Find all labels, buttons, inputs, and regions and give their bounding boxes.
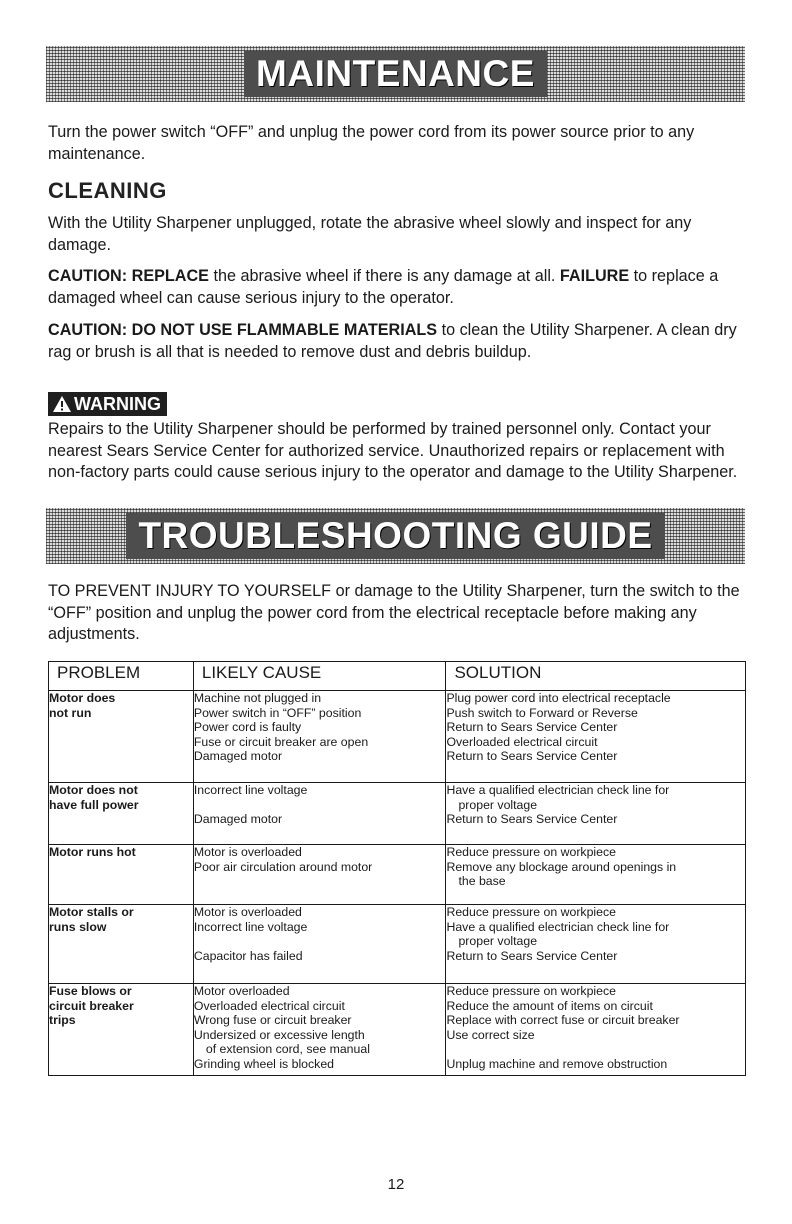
problem-cell-line: trips: [49, 1013, 76, 1028]
solution-cell-line: Reduce pressure on workpiece: [446, 984, 616, 998]
cause-cell-line: Machine not plugged in: [193, 691, 322, 705]
solution-cell-line: Overloaded electrical circuit: [446, 734, 598, 749]
maintenance-intro: Turn the power switch “OFF” and unplug the power cord from its power source prior to any maintenance.: [48, 123, 695, 163]
cleaning-heading: CLEANING: [48, 178, 167, 203]
solution-cell: [446, 783, 746, 845]
solution-cell-line: Use correct size: [446, 1027, 535, 1042]
cause-cell-line: Damaged motor: [193, 812, 283, 827]
cause-cell: [193, 905, 446, 984]
warning-triangle-icon: [52, 395, 72, 413]
table-header-row: [49, 662, 746, 691]
caution-flammable-text: to clean the Utility Sharpener. A clean dry rag or brush is all that is needed to remove dust and debris buildup.: [48, 321, 737, 361]
table-row: [49, 783, 746, 845]
solution-cell-line: Reduce pressure on workpiece: [446, 845, 616, 859]
header-problem: PROBLEM: [49, 662, 194, 691]
caution-replace-text-b: to replace a damaged wheel can cause serious injury to the operator.: [48, 267, 719, 307]
cause-cell: [193, 845, 446, 905]
warning-badge: [48, 392, 167, 416]
problem-cell-line: Fuse blows or: [49, 984, 132, 998]
cause-cell-line: Poor air circulation around motor: [193, 859, 373, 874]
solution-cell-line: Reduce pressure on workpiece: [446, 905, 616, 919]
cause-cell-line: [194, 798, 446, 813]
solution-cell-line: the base: [458, 874, 506, 889]
cause-cell-line: Motor is overloaded: [193, 905, 302, 919]
problem-cell: [49, 905, 194, 984]
solution-cell-line: Return to Sears Service Center: [446, 749, 618, 764]
cause-cell-line: Wrong fuse or circuit breaker: [193, 1013, 352, 1028]
solution-cell: [446, 691, 746, 783]
troubleshooting-title: TROUBLESHOOTING GUIDE: [126, 513, 664, 559]
solution-cell-line: Remove any blockage around openings in: [446, 859, 677, 874]
solution-cell-line: Push switch to Forward or Reverse: [446, 705, 638, 720]
problem-cell-line: not run: [49, 705, 92, 720]
warning-label: WARNING: [74, 393, 161, 414]
table-row: [49, 984, 746, 1076]
problem-cell-line: have full power: [49, 797, 139, 812]
problem-cell: [49, 783, 194, 845]
cause-cell-line: Damaged motor: [193, 749, 283, 764]
solution-cell-line: Return to Sears Service Center: [446, 948, 618, 963]
cause-cell-line: Incorrect line voltage: [193, 783, 308, 797]
problem-cell-line: Motor stalls or: [49, 905, 134, 919]
cause-cell-line: Power cord is faulty: [193, 720, 302, 735]
solution-cell-line: Have a qualified electrician check line for: [446, 783, 670, 797]
cause-cell-line: Overloaded electrical circuit: [193, 998, 345, 1013]
cause-cell-line: Undersized or excessive length: [193, 1027, 365, 1042]
caution-replace-text-a: the abrasive wheel if there is any damage at all.: [208, 267, 560, 285]
solution-cell-line: Plug power cord into electrical receptacle: [446, 691, 671, 705]
maintenance-title: MAINTENANCE: [244, 51, 547, 97]
solution-cell-line: Reduce the amount of items on circuit: [446, 998, 653, 1013]
cause-cell-line: Power switch in “OFF” position: [193, 705, 362, 720]
solution-cell-line: Return to Sears Service Center: [446, 720, 618, 735]
caution-failure-label: FAILURE: [559, 267, 630, 285]
solution-cell-line: proper voltage: [458, 934, 538, 949]
table-row: [49, 905, 746, 984]
caution-flammable: [48, 320, 748, 363]
solution-cell-line: Unplug machine and remove obstruction: [446, 1056, 668, 1071]
solution-cell-line: [446, 1042, 745, 1057]
cleaning-text: With the Utility Sharpener unplugged, rotate the abrasive wheel slowly and inspect for any damage.: [48, 214, 692, 254]
header-likely-cause: LIKELY CAUSE: [193, 662, 446, 691]
cause-cell-line: Motor is overloaded: [193, 845, 302, 859]
warning-text: Repairs to the Utility Sharpener should be performed by trained personnel only. Contact your nearest Sears Service Center for authorized service. Unauthorized repairs or replacement with non-factory parts could cause serious injury to the operator and damage to the Utility Sharpener.: [48, 420, 738, 481]
cause-cell: [193, 691, 446, 783]
troubleshooting-banner: [46, 508, 745, 564]
page-number: 12: [387, 1176, 405, 1193]
problem-cell-line: circuit breaker: [49, 998, 134, 1013]
cause-cell-line: Capacitor has failed: [193, 948, 303, 963]
solution-cell-line: proper voltage: [458, 797, 538, 812]
caution-flammable-label: CAUTION: DO NOT USE FLAMMABLE MATERIALS: [48, 321, 438, 339]
maintenance-banner: [46, 46, 745, 102]
solution-cell: [446, 984, 746, 1076]
cause-cell-line: Motor overloaded: [193, 984, 290, 998]
problem-cell: [49, 984, 194, 1076]
caution-replace-label: CAUTION: REPLACE: [48, 267, 209, 285]
problem-cell-line: runs slow: [49, 919, 107, 934]
problem-cell-line: Motor does: [49, 691, 116, 705]
problem-cell-line: Motor does not: [49, 783, 138, 797]
problem-cell-line: Motor runs hot: [49, 845, 136, 859]
cause-cell: [193, 984, 446, 1076]
table-row: [49, 845, 746, 905]
caution-replace: [48, 266, 748, 309]
cause-cell-line: Grinding wheel is blocked: [193, 1056, 334, 1071]
cause-cell-line: Incorrect line voltage: [193, 919, 308, 934]
cause-cell-line: of extension cord, see manual: [205, 1042, 370, 1057]
cause-cell-line: [194, 934, 446, 949]
problem-cell: [49, 845, 194, 905]
solution-cell-line: Return to Sears Service Center: [446, 812, 618, 827]
troubleshooting-table: [48, 661, 746, 1076]
solution-cell-line: Have a qualified electrician check line for: [446, 919, 670, 934]
header-solution: SOLUTION: [446, 662, 746, 691]
problem-cell: [49, 691, 194, 783]
troubleshooting-intro: TO PREVENT INJURY TO YOURSELF or damage to the Utility Sharpener, turn the switch to the “OFF” position and unplug the power cord from the electrical receptacle before making any adjustments.: [48, 582, 740, 643]
cause-cell-line: Fuse or circuit breaker are open: [193, 734, 369, 749]
solution-cell: [446, 845, 746, 905]
cause-cell: [193, 783, 446, 845]
solution-cell: [446, 905, 746, 984]
solution-cell-line: Replace with correct fuse or circuit breaker: [446, 1013, 680, 1028]
table-row: [49, 691, 746, 783]
